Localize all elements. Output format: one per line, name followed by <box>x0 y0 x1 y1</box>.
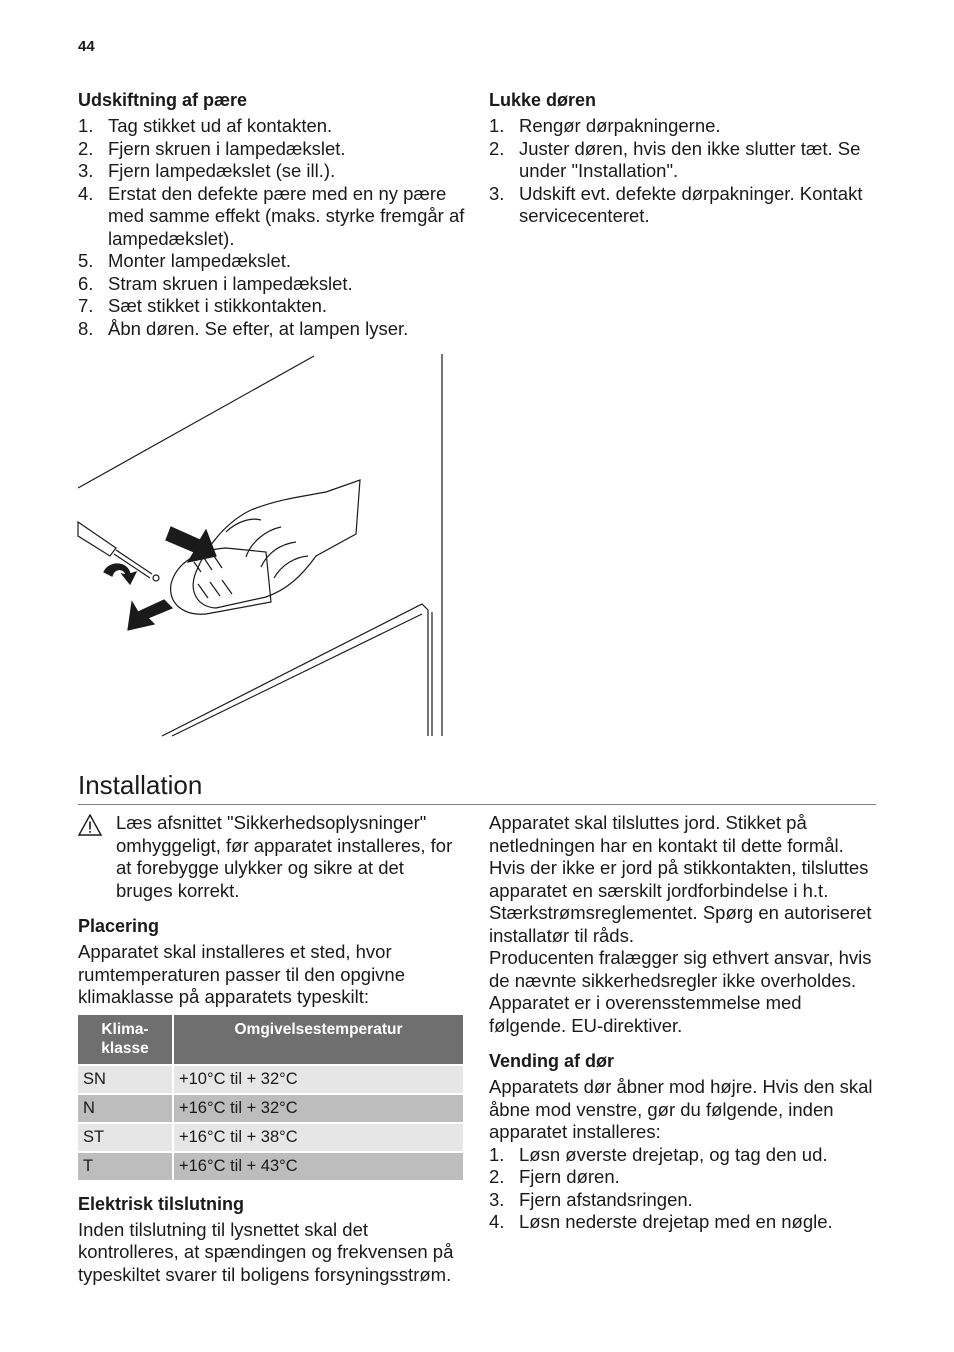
page-number: 44 <box>78 38 95 55</box>
list-item: 3. Udskift evt. defekte dørpakninger. Kontakt servicecenteret. <box>489 182 863 226</box>
list-item: 1. Løsn øverste drejetap, og tag den ud. <box>489 1143 828 1165</box>
section-divider <box>78 804 876 805</box>
eu-directive-paragraph: Apparatet er i overensstemmelse med følgende. EU-direktiver. <box>489 992 802 1036</box>
bulb-replacement-section <box>78 90 468 340</box>
table-row: SN +10°C til + 32°C <box>78 1065 463 1094</box>
placement-heading: Placering <box>78 916 160 936</box>
lamp-cover-icon <box>171 548 271 614</box>
list-item: 7. Sæt stikket i stikkontakten. <box>78 295 328 316</box>
door-close-section <box>489 90 881 228</box>
door-reversal-text: Apparatets dør åbner mod højre. Hvis den skal åbne mod venstre, gør du følgende, inden apparatet installeres: <box>489 1076 873 1142</box>
screwdriver-icon <box>78 522 159 581</box>
climate-class-table <box>78 1015 463 1180</box>
door-close-heading: Lukke døren <box>489 90 597 110</box>
electrical-text: Inden tilslutning til lysnettet skal det kontrolleres, at spændingen og frekvensen på typeskiltet svarer til boligens forsyningsstrøm. <box>78 1218 454 1285</box>
grounding-paragraph: Apparatet skal tilsluttes jord. Stikket på netledningen har en kontakt til dette formål. Hvis der ikke er jord på stikkontakten, tilsluttes apparatet en særskilt jordforbindelse i h.t. Stærkstrømsreglementet. Spørg en autoriseret installatør til råds. <box>489 812 872 946</box>
list-item: 2. Juster døren, hvis den ikke slutter tæt. Se under "Installation". <box>489 137 861 181</box>
list-item: 4. Løsn nederste drejetap med en nøgle. <box>489 1211 833 1232</box>
safety-warning <box>78 812 464 902</box>
table-header-temperature: Omgivelsestemperatur <box>173 1015 463 1065</box>
door-reversal-steps <box>489 1144 881 1234</box>
push-arrow-icon <box>166 527 216 562</box>
table-row: T +16°C til + 43°C <box>78 1152 463 1180</box>
bulb-steps <box>78 115 468 340</box>
list-item: 3. Fjern afstandsringen. <box>489 1188 693 1210</box>
list-item: 5. Monter lampedækslet. <box>78 250 292 271</box>
lamp-cover-illustration <box>76 352 448 738</box>
door-reversal-heading: Vending af dør <box>489 1051 615 1071</box>
placement-text: Apparatet skal installeres et sted, hvor rumtemperaturen passer til den opgivne klimaklasse på apparatets typeskilt: <box>78 941 406 1007</box>
list-item: 2. Fjern døren. <box>489 1166 620 1187</box>
shelf-inner-line <box>172 614 422 736</box>
warning-text: Læs afsnittet "Sikkerhedsoplysninger" omhyggeligt, før apparatet installeres, for at forebygge ulykker og sikre at det bruges korrekt. <box>116 812 453 901</box>
warning-icon <box>78 812 116 902</box>
list-item: 1. Tag stikket ud af kontakten. <box>78 115 333 136</box>
electrical-heading: Elektrisk tilslutning <box>78 1193 245 1214</box>
table-row: N +16°C til + 32°C <box>78 1094 463 1123</box>
list-item: 8. Åbn døren. Se efter, at lampen lyser. <box>78 317 409 339</box>
cabinet-edge-line <box>78 356 314 488</box>
list-item: 3. Fjern lampedækslet (se ill.). <box>78 160 336 181</box>
table-row: ST +16°C til + 38°C <box>78 1123 463 1152</box>
liability-paragraph: Producenten fralægger sig ethvert ansvar, hvis de nævnte sikkerhedsregler ikke overholdes. <box>489 947 872 991</box>
shelf-outline <box>162 604 428 736</box>
list-item: 6. Stram skruen i lampedækslet. <box>78 272 353 294</box>
door-close-steps <box>489 115 881 228</box>
list-item: 1. Rengør dørpakningerne. <box>489 115 721 136</box>
table-header-klima: Klima-klasse <box>78 1015 173 1065</box>
installation-title: Installation <box>78 770 203 800</box>
pull-arrow-icon <box>128 600 172 630</box>
rotate-arrow-icon <box>104 564 136 584</box>
bulb-heading: Udskiftning af pære <box>78 90 248 110</box>
list-item: 4. Erstat den defekte pære med en ny pære med samme effekt (maks. styrke fremgår af lampedækslet). <box>78 182 465 249</box>
installation-left-column <box>78 812 464 1286</box>
installation-right-column <box>489 812 881 1234</box>
list-item: 2. Fjern skruen i lampedækslet. <box>78 137 346 159</box>
hand-icon <box>193 480 360 608</box>
